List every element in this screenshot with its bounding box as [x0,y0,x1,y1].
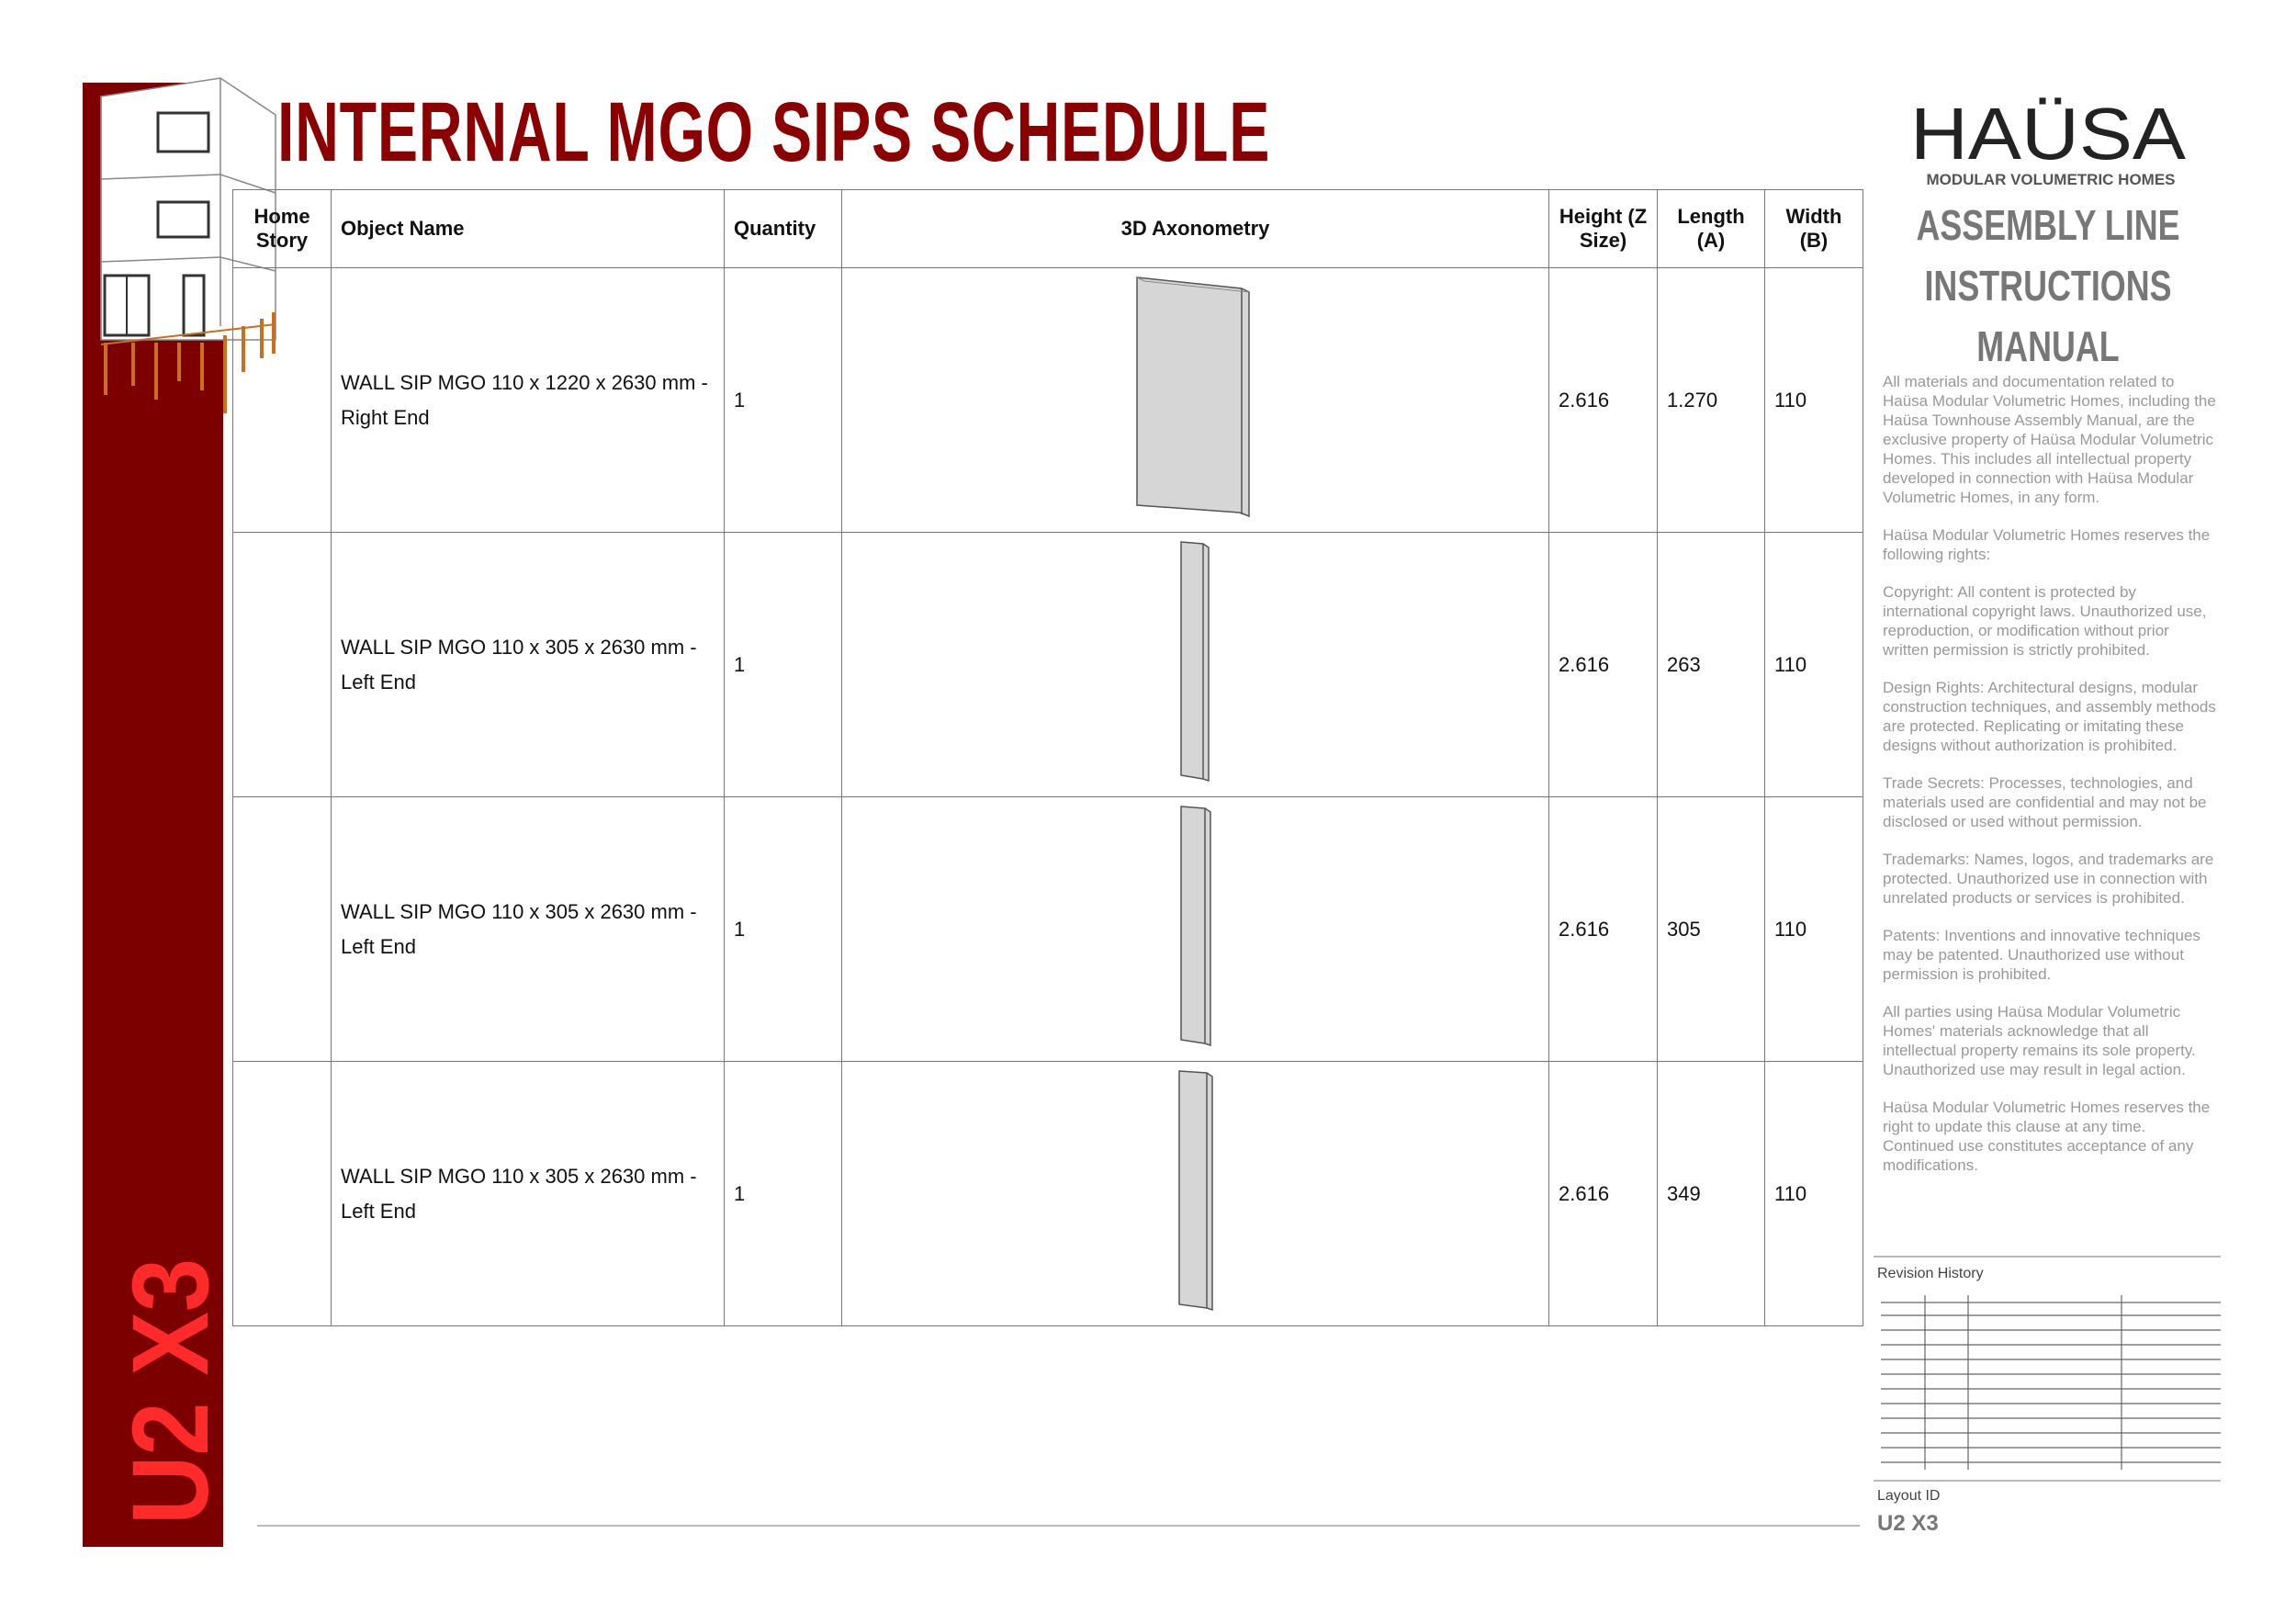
cell-width: 110 [1765,1062,1863,1326]
cell-width: 110 [1765,797,1863,1062]
page-title: INTERNAL MGO SIPS SCHEDULE [277,85,1271,179]
legal-paragraph: All parties using Haüsa Modular Volumetric Homes' materials acknowledge that all intellectual property remains its sole property. Unauthorized use may result in legal action. [1883,1003,2196,1078]
header-quantity: Quantity [725,190,842,268]
cell-quantity: 1 [725,797,842,1062]
cell-home-story [233,268,332,533]
object-name-line2: Left End [341,670,416,694]
cell-width: 110 [1765,268,1863,533]
cell-height: 2.616 [1549,268,1658,533]
cell-length: 349 [1658,1062,1765,1326]
logo-subtitle: MODULAR VOLUMETRIC HOMES [1926,171,2176,188]
cell-3d-axonometry [842,268,1549,533]
manual-title [1874,195,2223,377]
table-row [233,268,1863,533]
revision-history-label: Revision History [1877,1266,1984,1281]
revision-history-grid [1874,1255,2221,1483]
manual-title-line: ASSEMBLY LINE [1916,201,2180,249]
cell-3d-axonometry [842,797,1549,1062]
wall-panel-narrow-icon [1176,1069,1216,1313]
header-object-name: Object Name [332,190,725,268]
wall-panel-narrow-icon [1177,540,1214,784]
cell-quantity: 1 [725,533,842,797]
header-length: Length (A) [1658,190,1765,268]
wall-panel-narrow-icon [1177,805,1214,1048]
legal-paragraph: Trade Secrets: Processes, technologies, and materials used are confidential and may not be disclosed or used without permission. [1883,774,2207,830]
manual-title-line: MANUAL [1976,322,2120,370]
object-name-line1: WALL SIP MGO 110 x 305 x 2630 mm - [341,899,697,923]
table-row [233,1062,1863,1326]
cell-quantity: 1 [725,268,842,533]
object-name-line1: WALL SIP MGO 110 x 305 x 2630 mm - [341,1164,697,1188]
legal-notice [1883,372,2218,1193]
layout-id-label: Layout ID [1877,1488,1941,1504]
table-row [233,797,1863,1062]
legal-paragraph: Trademarks: Names, logos, and trademarks are protected. Unauthorized use in connection with unrelated products or services is prohibited. [1883,851,2214,907]
wall-panel-wide-icon [1131,276,1260,519]
cell-object-name [332,1062,725,1326]
cell-quantity: 1 [725,1062,842,1326]
table-header-row [233,190,1863,268]
footer-divider [257,1525,1860,1527]
cell-3d-axonometry [842,1062,1549,1326]
object-name-line2: Left End [341,934,416,958]
layout-code-text: U2 X3 [110,1224,231,1525]
legal-paragraph: Patents: Inventions and innovative techniques may be patented. Unauthorized use without permission is prohibited. [1883,927,2200,983]
object-name-line2: Left End [341,1199,416,1223]
cell-object-name [332,268,725,533]
legal-paragraph: All materials and documentation related to Haüsa Modular Volumetric Homes, including the Haüsa Townhouse Assembly Manual, are the exclusive property of Haüsa Modular Volumetric Homes. This includes all intellectual property developed in connection with Haüsa Modular Volumetric Homes, in any form. [1883,373,2216,506]
cell-home-story [233,533,332,797]
cell-3d-axonometry [842,533,1549,797]
cell-length: 263 [1658,533,1765,797]
cell-height: 2.616 [1549,533,1658,797]
object-name-line2: Right End [341,405,430,429]
object-name-line1: WALL SIP MGO 110 x 1220 x 2630 mm - [341,370,708,394]
cell-home-story [233,1062,332,1326]
cell-height: 2.616 [1549,797,1658,1062]
object-name-line1: WALL SIP MGO 110 x 305 x 2630 mm - [341,635,697,659]
logo-text: HAÜSA [1910,93,2187,175]
table-row [233,533,1863,797]
header-width: Width (B) [1765,190,1863,268]
header-home-story: Home Story [233,190,332,268]
legal-paragraph: Copyright: All content is protected by international copyright laws. Unauthorized use, reproduction, or modification without prior written permission is strictly prohibited. [1883,583,2207,659]
layout-id-value: U2 X3 [1877,1511,1939,1536]
cell-object-name [332,797,725,1062]
legal-paragraph: Design Rights: Architectural designs, modular construction techniques, and assembly methods are protected. Replicating or imitating these designs without authorization is prohibited. [1883,679,2216,754]
manual-title-line: INSTRUCTIONS [1924,262,2172,310]
cell-object-name [332,533,725,797]
layout-code-vertical [107,1224,231,1534]
cell-home-story [233,797,332,1062]
header-3d-axonometry: 3D Axonometry [842,190,1549,268]
sips-schedule-table [232,189,1863,1326]
cell-length: 305 [1658,797,1765,1062]
cell-height: 2.616 [1549,1062,1658,1326]
legal-paragraph: Haüsa Modular Volumetric Homes reserves the following rights: [1883,526,2211,563]
header-height: Height (Z Size) [1549,190,1658,268]
cell-length: 1.270 [1658,268,1765,533]
legal-paragraph: Haüsa Modular Volumetric Homes reserves the right to update this clause at any time. Continued use constitutes acceptance of any modifications. [1883,1099,2211,1174]
cell-width: 110 [1765,533,1863,797]
